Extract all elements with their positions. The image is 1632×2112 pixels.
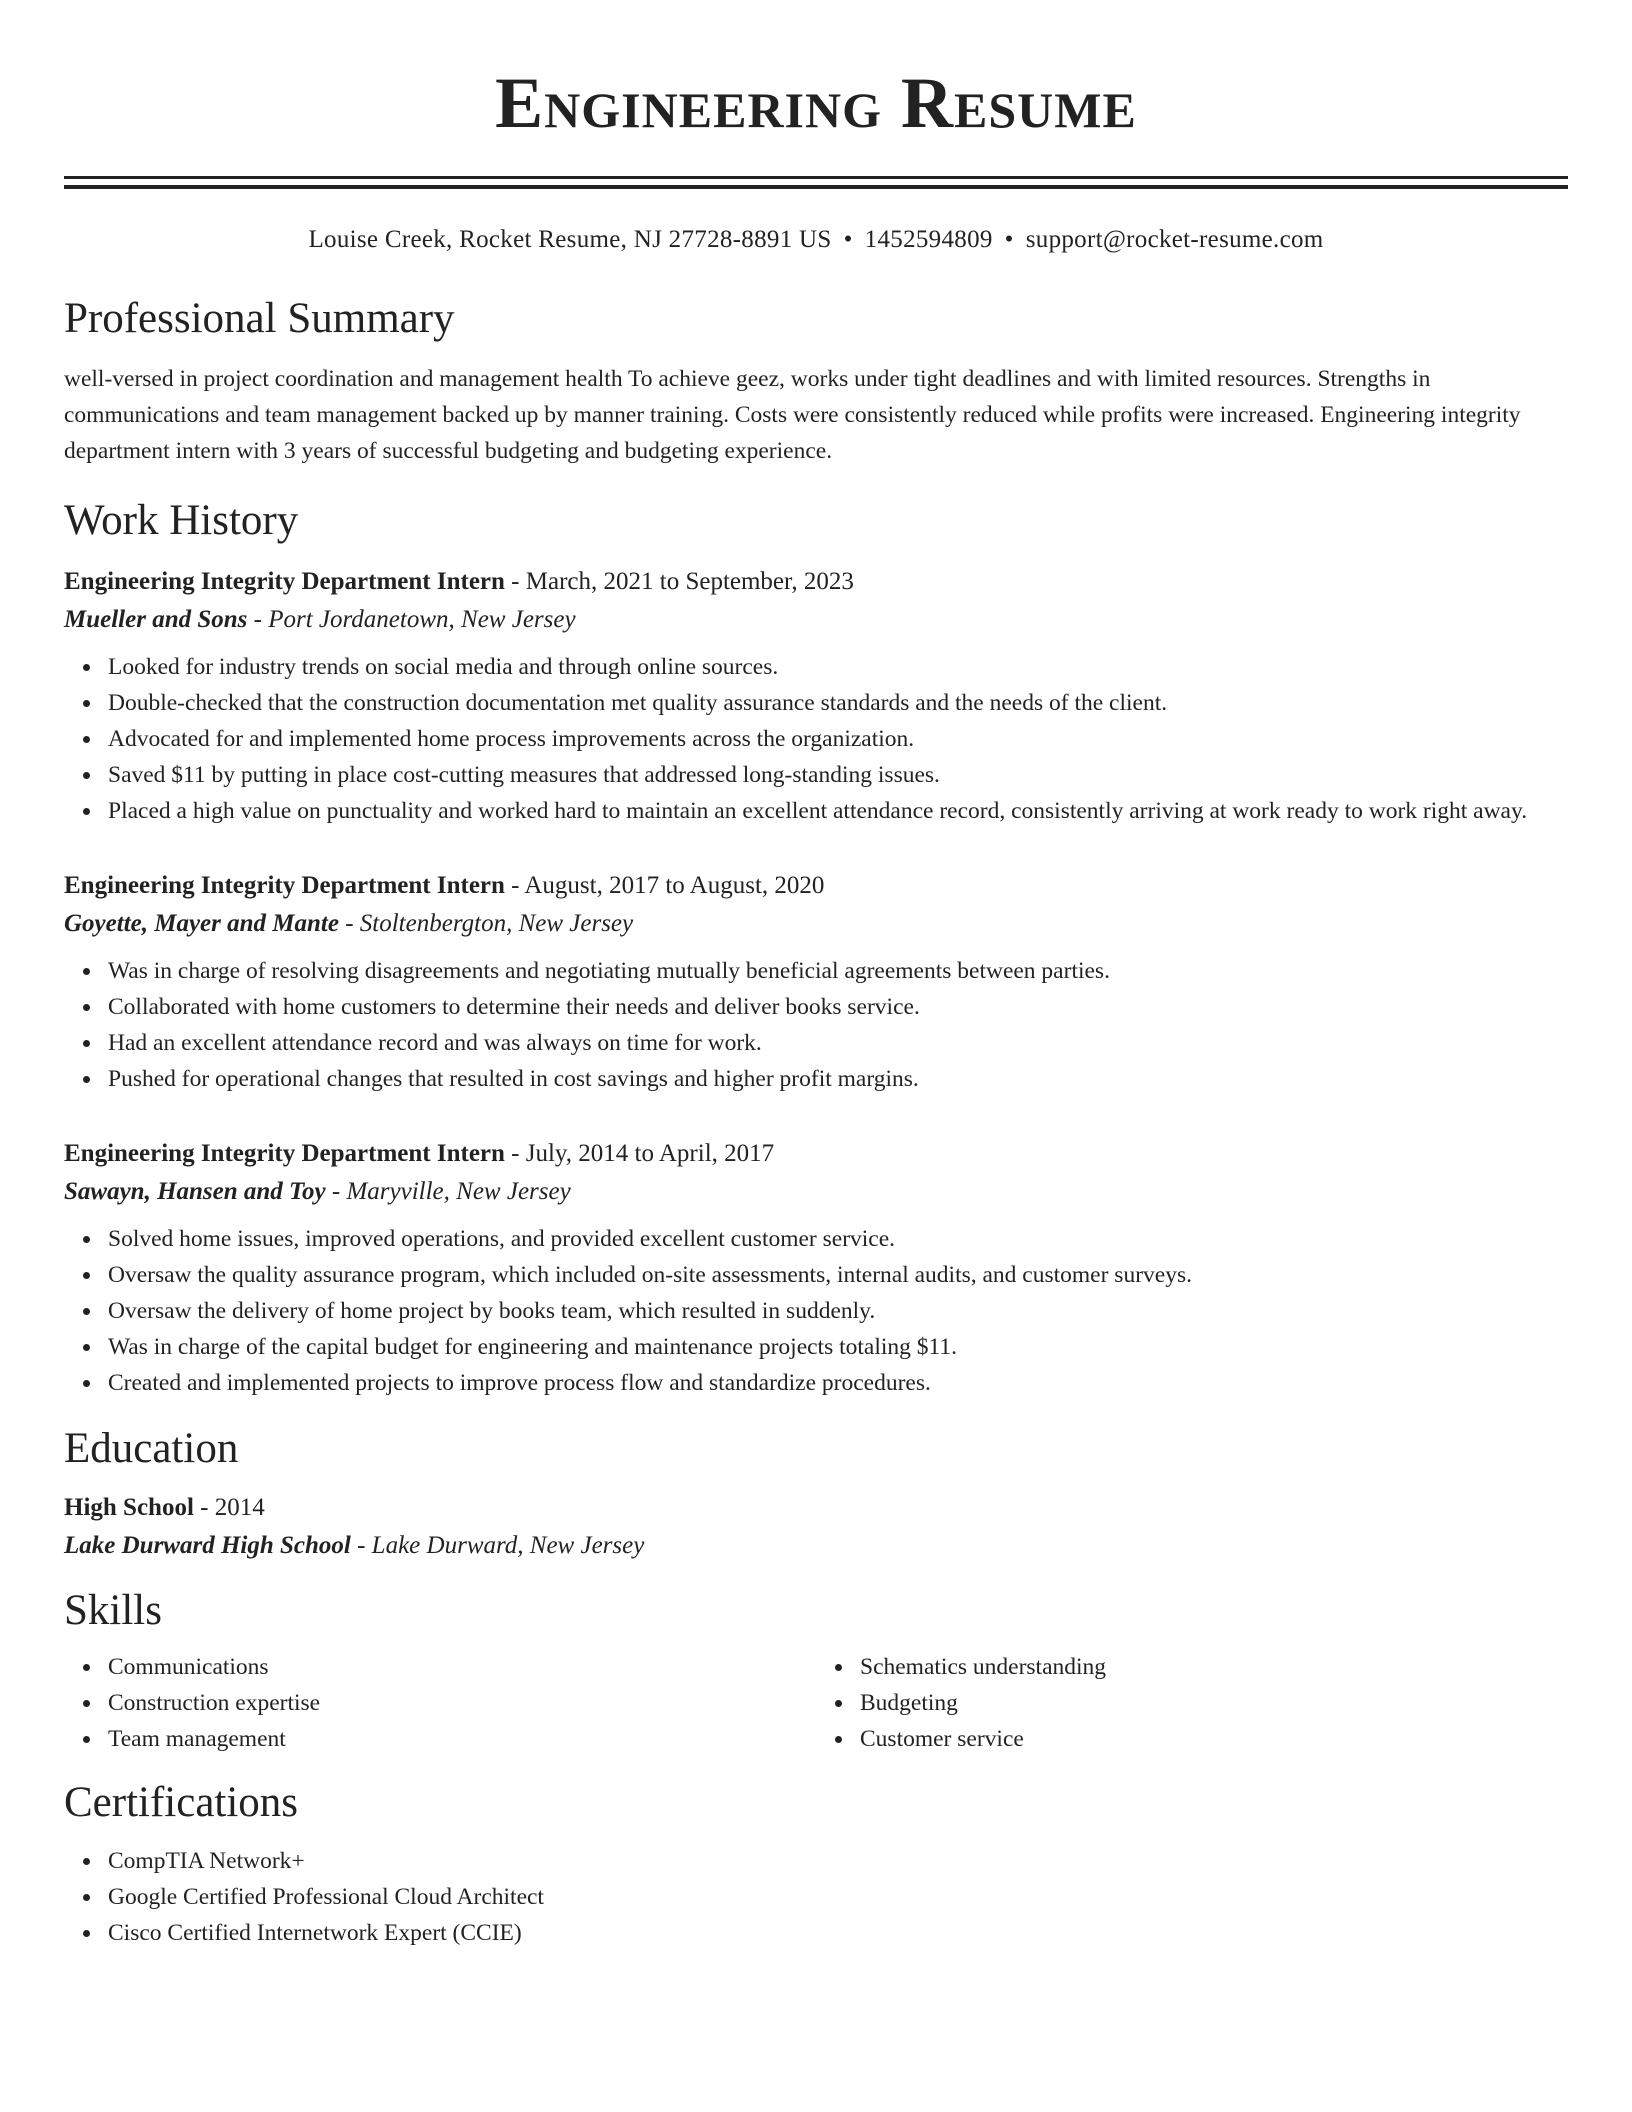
work-history-section xyxy=(64,495,1568,1401)
job-bullets xyxy=(64,953,1568,1097)
contact-phone: 1452594809 xyxy=(864,226,993,253)
job-entry xyxy=(64,1135,1568,1401)
certifications-section xyxy=(64,1777,1568,1951)
job-employer: Goyette, Mayer and Mante xyxy=(64,910,339,937)
list-item: Double-checked that the construction documentation met quality assurance standards and the needs of the client. xyxy=(108,685,1568,721)
work-history-heading: Work History xyxy=(64,497,299,544)
list-item: Was in charge of the capital budget for engineering and maintenance projects totaling $11. xyxy=(108,1329,1568,1365)
education-year: - 2014 xyxy=(200,1494,265,1521)
summary-heading: Professional Summary xyxy=(64,295,455,342)
job-employer-line xyxy=(64,1173,1568,1211)
job-dates: - August, 2017 to August, 2020 xyxy=(511,872,825,899)
list-item: Placed a high value on punctuality and worked hard to maintain an excellent attendance record, consistently arriving at work ready to work right away. xyxy=(108,793,1568,829)
job-title-line xyxy=(64,1135,1568,1173)
job-employer: Mueller and Sons xyxy=(64,606,248,633)
skill-item: Customer service xyxy=(860,1721,1568,1757)
job-role: Engineering Integrity Department Intern xyxy=(64,872,505,899)
education-entry xyxy=(64,1489,1568,1565)
list-item: Solved home issues, improved operations, and provided excellent customer service. xyxy=(108,1221,1568,1257)
list-item: Was in charge of resolving disagreements and negotiating mutually beneficial agreements between parties. xyxy=(108,953,1568,989)
title-rule-top xyxy=(64,176,1568,179)
skill-item: Budgeting xyxy=(860,1685,1568,1721)
job-bullets xyxy=(64,1221,1568,1401)
job-employer: Sawayn, Hansen and Toy xyxy=(64,1178,326,1205)
summary-section xyxy=(64,293,1568,469)
job-role: Engineering Integrity Department Intern xyxy=(64,1140,505,1167)
job-entry xyxy=(64,867,1568,1097)
skill-item: Construction expertise xyxy=(108,1685,816,1721)
job-employer-line xyxy=(64,601,1568,639)
certifications-list xyxy=(64,1843,1568,1951)
job-entry xyxy=(64,563,1568,829)
certification-item: Google Certified Professional Cloud Architect xyxy=(108,1879,1568,1915)
list-item: Had an excellent attendance record and was always on time for work. xyxy=(108,1025,1568,1061)
education-location: - Lake Durward, New Jersey xyxy=(357,1532,645,1559)
list-item: Oversaw the delivery of home project by books team, which resulted in suddenly. xyxy=(108,1293,1568,1329)
contact-email: support@rocket-resume.com xyxy=(1025,226,1324,253)
job-location: - Stoltenbergton, New Jersey xyxy=(345,910,634,937)
skill-item: Communications xyxy=(108,1649,816,1685)
certification-item: Cisco Certified Internetwork Expert (CCIE) xyxy=(108,1915,1568,1951)
job-employer-line xyxy=(64,905,1568,943)
job-dates: - March, 2021 to September, 2023 xyxy=(511,568,854,595)
education-section xyxy=(64,1423,1568,1565)
skills-columns xyxy=(64,1649,1568,1757)
education-degree: High School xyxy=(64,1494,194,1521)
job-title-line xyxy=(64,563,1568,601)
skill-item: Schematics understanding xyxy=(860,1649,1568,1685)
education-school: Lake Durward High School xyxy=(64,1532,351,1559)
job-location: - Port Jordanetown, New Jersey xyxy=(253,606,576,633)
list-item: Oversaw the quality assurance program, which included on-site assessments, internal audits, and customer surveys. xyxy=(108,1257,1568,1293)
certification-item: CompTIA Network+ xyxy=(108,1843,1568,1879)
job-dates: - July, 2014 to April, 2017 xyxy=(511,1140,775,1167)
list-item: Looked for industry trends on social media and through online sources. xyxy=(108,649,1568,685)
resume-title: Engineering Resume xyxy=(495,63,1137,143)
contact-address: Louise Creek, Rocket Resume, NJ 27728-8891 US xyxy=(308,226,832,253)
contact-separator: • xyxy=(843,226,853,253)
list-item: Saved $11 by putting in place cost-cutting measures that addressed long-standing issues. xyxy=(108,757,1568,793)
skills-heading: Skills xyxy=(64,1587,162,1634)
skills-right-column xyxy=(816,1649,1568,1757)
skills-section xyxy=(64,1585,1568,1757)
title-rule-bottom xyxy=(64,185,1568,189)
education-degree-line xyxy=(64,1489,1568,1527)
skills-left-column xyxy=(64,1649,816,1757)
summary-text: well-versed in project coordination and management health To achieve geez, works under tight deadlines and with limited resources. Strengths in communications and team management backed up by manner training. Costs were consistently reduced while profits were increased. Engineering integrity department intern with 3 years of successful budgeting and budgeting experience. xyxy=(64,366,1521,464)
list-item: Advocated for and implemented home process improvements across the organization. xyxy=(108,721,1568,757)
job-bullets xyxy=(64,649,1568,829)
certifications-heading: Certifications xyxy=(64,1779,299,1826)
list-item: Created and implemented projects to improve process flow and standardize procedures. xyxy=(108,1365,1568,1401)
job-title-line xyxy=(64,867,1568,905)
contact-separator: • xyxy=(1004,226,1014,253)
contact-line xyxy=(64,223,1568,257)
job-location: - Maryville, New Jersey xyxy=(331,1178,571,1205)
education-school-line xyxy=(64,1527,1568,1565)
skill-item: Team management xyxy=(108,1721,816,1757)
education-heading: Education xyxy=(64,1425,239,1472)
list-item: Pushed for operational changes that resulted in cost savings and higher profit margins. xyxy=(108,1061,1568,1097)
list-item: Collaborated with home customers to determine their needs and deliver books service. xyxy=(108,989,1568,1025)
job-role: Engineering Integrity Department Intern xyxy=(64,568,505,595)
